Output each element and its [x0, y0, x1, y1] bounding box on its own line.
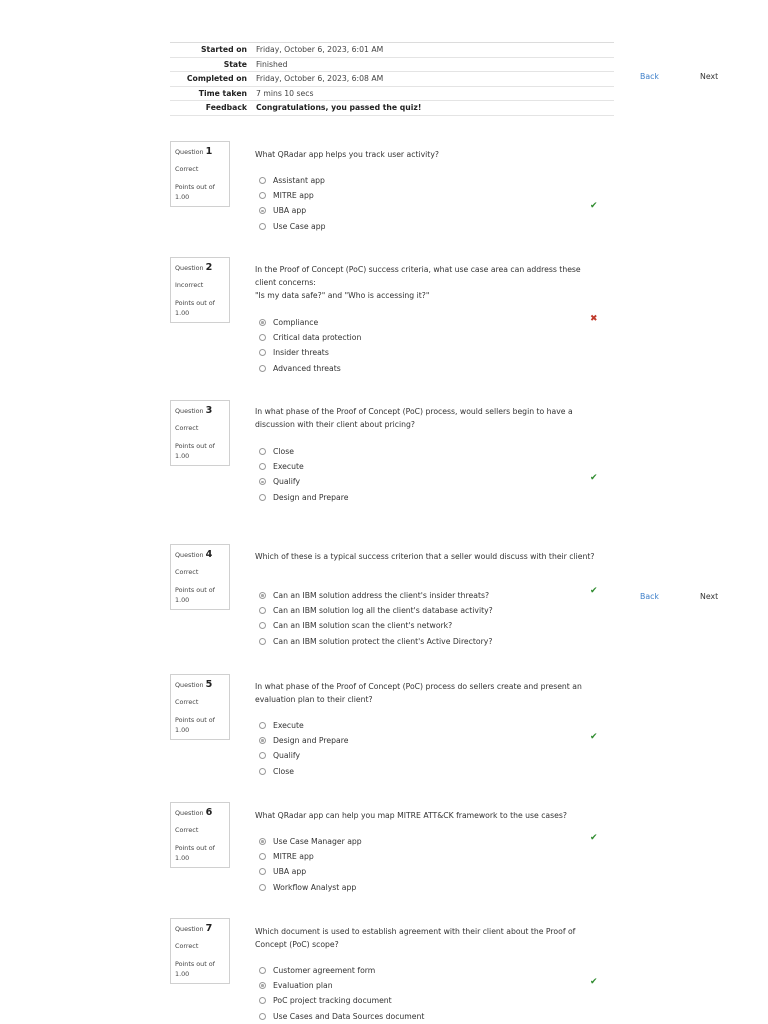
points-label: Points out of [175, 298, 215, 307]
answer-option-label: Can an IBM solution protect the client's Active Directory? [273, 636, 493, 646]
answer-option [259, 345, 361, 360]
question-text [255, 406, 600, 432]
question-points [175, 298, 225, 319]
answer-option [259, 864, 362, 879]
question-status: Correct [175, 164, 199, 173]
answer-option-label: UBA app [273, 206, 307, 216]
summary-row-completed [170, 72, 614, 87]
question-number [175, 404, 225, 419]
answer-option-label: Advanced threats [273, 363, 341, 373]
answer-option-label: Qualify [273, 477, 301, 487]
question-status: Correct [175, 941, 199, 950]
answer-option [259, 603, 493, 618]
radio-icon [259, 607, 266, 614]
answer-option [259, 474, 348, 489]
answer-options [259, 718, 348, 779]
summary-label: Time taken [198, 88, 247, 98]
answer-option-label: MITRE app [273, 191, 314, 201]
answer-option-label: Use Case Manager app [273, 837, 362, 846]
question-points [175, 715, 225, 736]
answer-option [259, 330, 361, 345]
question-points [175, 585, 225, 606]
question-status: Correct [175, 423, 199, 432]
radio-icon [259, 967, 266, 974]
answer-option [259, 849, 362, 864]
radio-selected-icon [259, 319, 266, 326]
question-info [170, 544, 230, 610]
radio-icon [259, 638, 266, 645]
points-label: Points out of [175, 959, 215, 968]
answer-options [259, 444, 348, 505]
radio-icon [259, 223, 266, 230]
answer-options [259, 315, 361, 376]
question-text [255, 551, 600, 564]
back-link[interactable]: Back [640, 592, 659, 601]
next-link[interactable]: Next [700, 592, 719, 601]
question-label: Question [175, 264, 204, 272]
question-points [175, 441, 225, 462]
check-icon: ✔ [590, 977, 598, 987]
answer-option-label: Can an IBM solution scan the client's network? [273, 621, 453, 631]
answer-option [259, 718, 348, 733]
points-value: 1.00 [175, 193, 190, 202]
summary-label: Feedback [205, 103, 247, 112]
question-text-line: In what phase of the Proof of Concept (PoC) process, would sellers begin to have a discussion with their client about pricing? [255, 407, 573, 429]
question-text [255, 810, 600, 823]
answer-options [259, 834, 362, 895]
summary-row-feedback [170, 101, 614, 116]
summary-label: Started on [200, 45, 247, 54]
answer-option-label: Workflow Analyst app [273, 882, 357, 892]
answer-option [259, 618, 493, 633]
summary-value: 7 mins 10 secs [256, 88, 314, 98]
answer-option-label: Execute [273, 462, 304, 472]
question-info [170, 400, 230, 466]
question-info [170, 257, 230, 323]
answer-options [259, 173, 326, 234]
question-label: Question [175, 148, 204, 156]
question-info [170, 674, 230, 740]
radio-icon [259, 752, 266, 759]
answer-option [259, 315, 361, 330]
answer-option [259, 361, 361, 376]
question-number-value: 1 [205, 146, 213, 157]
answer-option [259, 733, 348, 748]
question-number [175, 806, 225, 821]
radio-selected-icon [259, 737, 266, 744]
answer-option [259, 173, 326, 188]
answer-option [259, 634, 493, 649]
question-text [255, 264, 600, 303]
answer-option [259, 963, 424, 978]
question-number [175, 922, 225, 937]
question-text-line: Which document is used to establish agreement with their client about the Proof of Concept (PoC) scope? [255, 927, 576, 949]
answer-options [259, 963, 424, 1024]
answer-option [259, 1009, 424, 1024]
attempt-summary [170, 42, 614, 116]
radio-icon [259, 177, 266, 184]
question-status: Correct [175, 825, 199, 834]
summary-value: Friday, October 6, 2023, 6:01 AM [256, 45, 384, 54]
summary-label: Completed on [186, 74, 247, 83]
radio-selected-icon [259, 207, 266, 214]
answer-option-label: Execute [273, 721, 304, 730]
check-icon: ✔ [590, 833, 598, 843]
answer-option [259, 219, 326, 234]
radio-icon [259, 853, 266, 860]
answer-option [259, 834, 362, 849]
next-link[interactable]: Next [700, 72, 719, 81]
question-info [170, 802, 230, 868]
question-label: Question [175, 681, 204, 689]
question-number [175, 145, 225, 160]
points-label: Points out of [175, 441, 215, 450]
answer-option-label: Use Case app [273, 221, 326, 231]
question-label: Question [175, 809, 204, 817]
question-number-value: 2 [205, 262, 213, 273]
points-label: Points out of [175, 585, 215, 594]
answer-option [259, 459, 348, 474]
answer-option [259, 978, 424, 993]
cross-icon: ✖ [590, 314, 598, 324]
points-value: 1.00 [175, 854, 190, 863]
answer-option [259, 748, 348, 763]
question-text [255, 149, 600, 162]
question-points [175, 843, 225, 864]
answer-option-label: Evaluation plan [273, 981, 333, 991]
radio-selected-icon [259, 478, 266, 485]
summary-row-started [170, 43, 614, 58]
radio-icon [259, 997, 266, 1004]
question-text [255, 926, 600, 952]
answer-options [259, 588, 493, 649]
answer-option-label: Customer agreement form [273, 966, 376, 975]
summary-row-time [170, 87, 614, 102]
radio-icon [259, 334, 266, 341]
question-number [175, 261, 225, 276]
answer-option-label: Critical data protection [273, 333, 362, 343]
answer-option [259, 490, 348, 505]
question-number-value: 5 [205, 679, 213, 690]
points-value: 1.00 [175, 309, 190, 318]
question-points [175, 182, 225, 203]
radio-selected-icon [259, 838, 266, 845]
summary-row-state [170, 58, 614, 73]
radio-icon [259, 494, 266, 501]
summary-label: State [223, 59, 247, 69]
question-info [170, 918, 230, 984]
radio-icon [259, 884, 266, 891]
answer-option-label: PoC project tracking document [273, 996, 392, 1006]
answer-option [259, 588, 493, 603]
question-number-value: 4 [205, 549, 213, 560]
radio-selected-icon [259, 592, 266, 599]
answer-option-label: Can an IBM solution address the client's insider threats? [273, 591, 490, 600]
answer-option-label: Qualify [273, 751, 301, 761]
answer-option [259, 444, 348, 459]
check-icon: ✔ [590, 586, 598, 596]
points-label: Points out of [175, 843, 215, 852]
points-label: Points out of [175, 182, 215, 191]
answer-option [259, 880, 362, 895]
radio-icon [259, 722, 266, 729]
question-text-line: In what phase of the Proof of Concept (PoC) process do sellers create and present an evaluation plan to their client? [255, 682, 582, 704]
answer-option-label: Close [273, 766, 294, 776]
answer-option-label: MITRE app [273, 852, 314, 862]
question-status: Correct [175, 697, 199, 706]
check-icon: ✔ [590, 732, 598, 742]
answer-option-label: Insider threats [273, 348, 329, 358]
question-label: Question [175, 551, 204, 559]
answer-option-label: Design and Prepare [273, 492, 349, 502]
answer-option-label: Compliance [273, 318, 319, 327]
radio-icon [259, 192, 266, 199]
question-number [175, 678, 225, 693]
radio-icon [259, 463, 266, 470]
answer-option [259, 203, 326, 218]
points-value: 1.00 [175, 726, 190, 735]
summary-value: Finished [256, 59, 288, 69]
question-status: Correct [175, 567, 199, 576]
radio-icon [259, 1013, 266, 1020]
question-text-line: In the Proof of Concept (PoC) success criteria, what use case area can address these client concerns: [255, 265, 581, 287]
question-number-value: 3 [205, 405, 213, 416]
answer-option-label: Design and Prepare [273, 736, 349, 746]
answer-option-label: Close [273, 447, 294, 456]
check-icon: ✔ [590, 201, 598, 211]
question-info [170, 141, 230, 207]
answer-option-label: Can an IBM solution log all the client's database activity? [273, 606, 493, 616]
points-label: Points out of [175, 715, 215, 724]
summary-value: Friday, October 6, 2023, 6:08 AM [256, 74, 384, 83]
question-number-value: 6 [205, 807, 213, 818]
question-text-line: "Is my data safe?" and "Who is accessing it?" [255, 290, 430, 300]
question-points [175, 959, 225, 980]
radio-icon [259, 349, 266, 356]
answer-option-label: Assistant app [273, 176, 325, 185]
question-text [255, 681, 600, 707]
question-text-line: What QRadar app can help you map MITRE ATT&CK framework to the use cases? [255, 811, 567, 820]
radio-icon [259, 448, 266, 455]
question-status: Incorrect [175, 280, 204, 289]
answer-option [259, 764, 348, 779]
question-number [175, 548, 225, 563]
radio-icon [259, 365, 266, 372]
radio-icon [259, 622, 266, 629]
question-label: Question [175, 407, 204, 415]
answer-option-label: UBA app [273, 867, 307, 877]
check-icon: ✔ [590, 473, 598, 483]
question-number-value: 7 [205, 923, 213, 934]
answer-option [259, 188, 326, 203]
answer-option-label: Use Cases and Data Sources document [273, 1011, 425, 1021]
points-value: 1.00 [175, 970, 190, 979]
radio-selected-icon [259, 982, 266, 989]
radio-icon [259, 868, 266, 875]
points-value: 1.00 [175, 452, 190, 461]
feedback-text: Congratulations, you passed the quiz! [256, 103, 422, 112]
back-link[interactable]: Back [640, 72, 659, 81]
points-value: 1.00 [175, 596, 190, 605]
question-label: Question [175, 925, 204, 933]
question-text-line: Which of these is a typical success criterion that a seller would discuss with their client? [255, 552, 595, 561]
answer-option [259, 993, 424, 1008]
question-text-line: What QRadar app helps you track user activity? [255, 150, 439, 159]
radio-icon [259, 768, 266, 775]
